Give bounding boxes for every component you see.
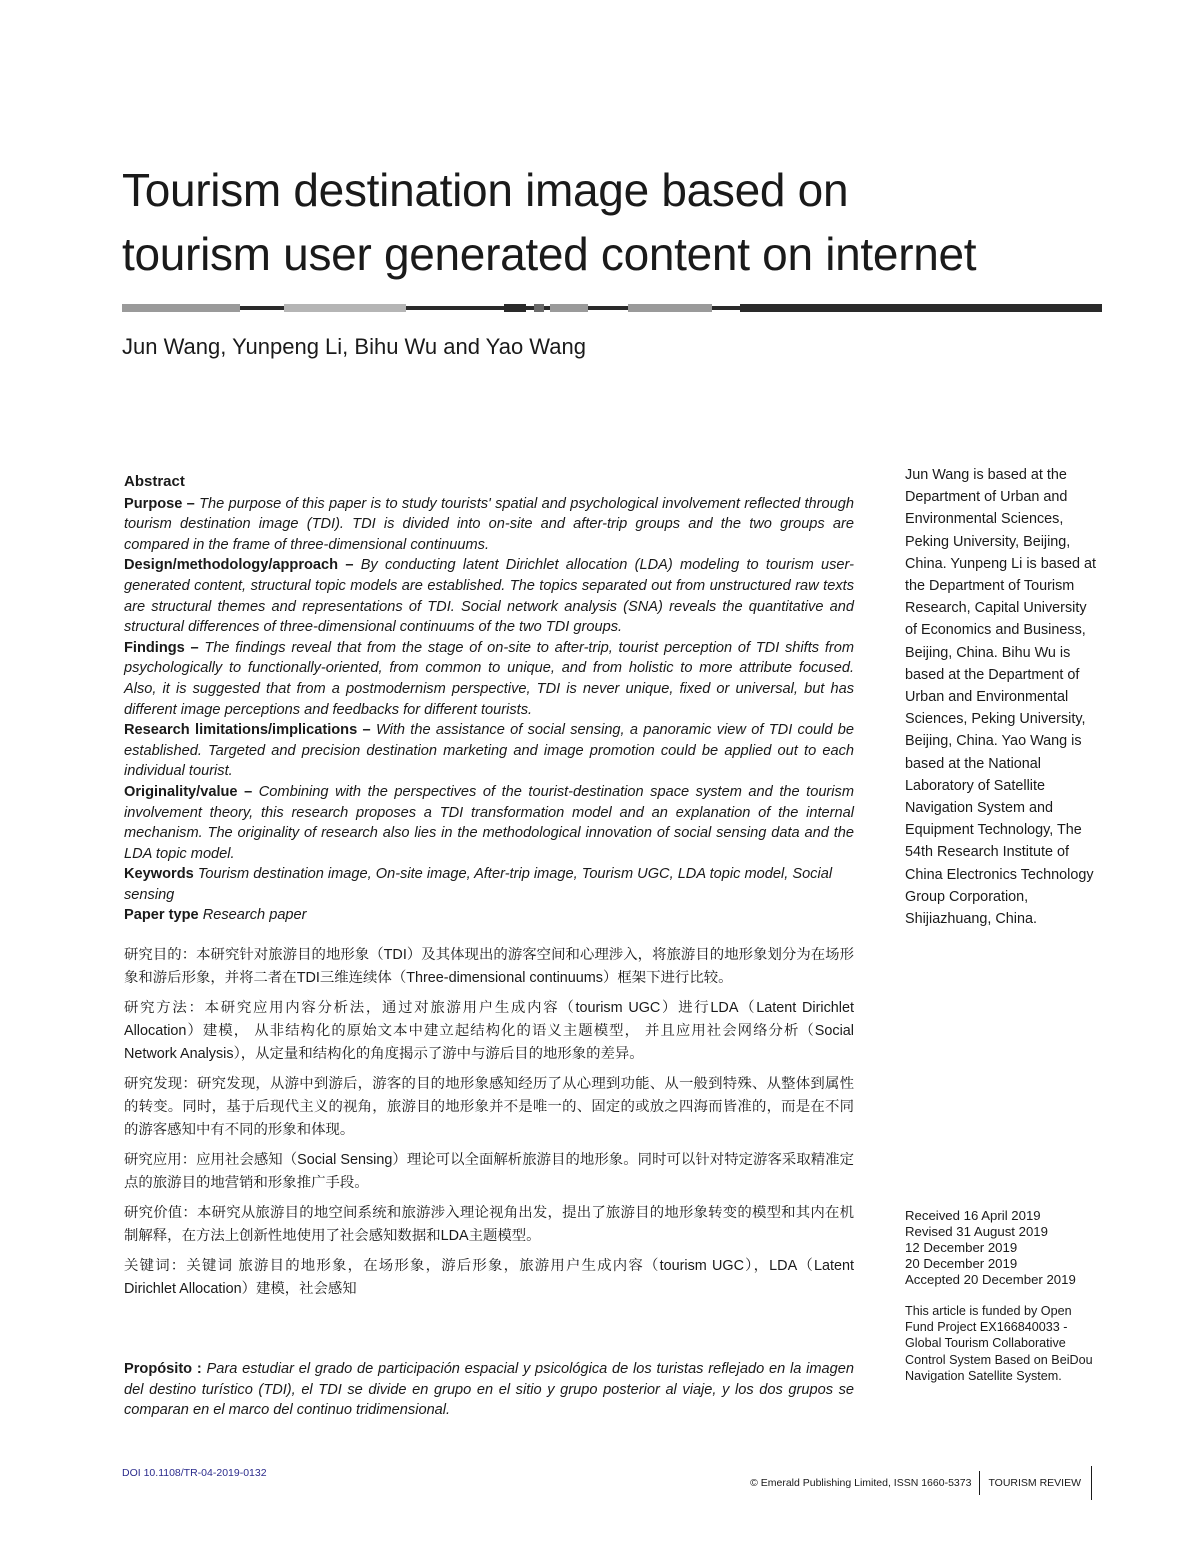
chinese-keywords: 关键词：关键词 旅游目的地形象，在场形象，游后形象，旅游用户生成内容（tourism UGC），LDA（Latent Dirichlet Allocation）建模，社会感知 xyxy=(124,1258,854,1298)
findings-label: Findings – xyxy=(124,639,199,656)
abstract-paper-type xyxy=(124,905,854,926)
paper-type-label: Paper type xyxy=(124,907,199,924)
funding-note: This article is funded by Open Fund Project EX166840033 - Global Tourism Collaborative Control System Based on BeiDou Navigation Satellite System. xyxy=(905,1304,1093,1383)
author-list: Jun Wang, Yunpeng Li, Bihu Wu and Yao Wang xyxy=(122,334,586,359)
journal-name: TOURISM REVIEW xyxy=(988,1477,1081,1489)
revised-date-1: Revised 31 August 2019 xyxy=(905,1224,1048,1239)
accepted-date: Accepted 20 December 2019 xyxy=(905,1272,1076,1287)
abstract-limitations xyxy=(124,720,854,782)
abstract-purpose xyxy=(124,494,854,556)
footer-end-divider xyxy=(1091,1466,1092,1500)
publisher-info: © Emerald Publishing Limited, ISSN 1660-5373 xyxy=(750,1477,972,1489)
spanish-purpose-text: Para estudiar el grado de participación espacial y psicológica de los turistas reflejado en la imagen del destino turístico (TDI), el TDI se divide en grupo en el sitio y grupo posterior al viaje, y los dos grupos se comparan en el marco del continuo tridimensional. xyxy=(124,1361,854,1419)
abstract-originality xyxy=(124,782,854,864)
article-title xyxy=(122,158,1122,286)
spanish-purpose xyxy=(124,1359,854,1421)
revised-date-3: 20 December 2019 xyxy=(905,1256,1018,1271)
abstract-findings xyxy=(124,638,854,720)
abstract-keywords xyxy=(124,864,854,905)
design-label: Design/methodology/approach – xyxy=(124,557,354,574)
chinese-purpose: 研究目的：本研究针对旅游目的地形象（TDI）及其体现出的游客空间和心理涉入，将旅游目的地形象划分为在场形象和游后形象，并将二者在TDI三维连续体（Three-dimensional continuums）框架下进行比较。 xyxy=(124,947,854,987)
chinese-value: 研究价值：本研究从旅游目的地空间系统和旅游涉入理论视角出发，提出了旅游目的地形象转变的模型和其内在机制解释，在方法上创新性地使用了社会感知数据和LDA主题模型。 xyxy=(124,1205,854,1245)
abstract-design xyxy=(124,555,854,637)
chinese-application: 研究应用：应用社会感知（Social Sensing）理论可以全面解析旅游目的地形象。同时可以针对特定游客采取精准定点的旅游目的地营销和形象推广手段。 xyxy=(124,1152,854,1192)
spanish-purpose-label: Propósito : xyxy=(124,1361,202,1378)
keywords-label: Keywords xyxy=(124,866,194,883)
originality-label: Originality/value – xyxy=(124,783,253,800)
abstract-heading: Abstract xyxy=(124,473,185,490)
article-history xyxy=(905,1208,1100,1288)
doi-line xyxy=(122,1466,267,1480)
author-affiliations: Jun Wang is based at the Department of Urban and Environmental Sciences, Peking University, Beijing, China. Yunpeng Li is based at the Department of Tourism Research, Capital University of Economics and Business, Beijing, China. Bihu Wu is based at the Department of Urban and Environmental Sciences, Peking University, Beijing, China. Yao Wang is based at the National Laboratory of Satellite Navigation System and Equipment Technology, The 54th Research Institute of China Electronics Technology Group Corporation, Shijiazhuang, China. xyxy=(905,467,1096,928)
title-line-1: Tourism destination image based on xyxy=(122,164,849,216)
title-line-2: tourism user generated content on internet xyxy=(122,228,977,280)
purpose-label: Purpose – xyxy=(124,495,195,512)
limitations-label: Research limitations/implications – xyxy=(124,722,371,739)
doi-label: DOI xyxy=(122,1467,141,1479)
received-date: Received 16 April 2019 xyxy=(905,1208,1041,1223)
originality-text: Combining with the perspectives of the tourist-destination space system and the tourism involvement theory, this research proposes a TDI transformation model and an explanation of the internal mechanism. The originality of research also lies in the methodological innovation of social sensing data and the LDA topic model. xyxy=(124,783,854,862)
chinese-method: 研究方法：本研究应用内容分析法，通过对旅游用户生成内容（tourism UGC）进行LDA（Latent Dirichlet Allocation）建模， 从非结构化的原始文本中建立起结构化的语义主题模型， 并且应用社会网络分析（Social Network Analysis），从定量和结构化的角度揭示了游中与游后目的地形象的差异。 xyxy=(124,1000,854,1063)
publisher-footer xyxy=(750,1466,1092,1500)
revised-date-2: 12 December 2019 xyxy=(905,1240,1018,1255)
design-text: By conducting latent Dirichlet allocation (LDA) modeling to tourism user-generated content, structural topic models are established. The topics separated out from unstructured raw texts are structural themes and representations of TDI. Social network analysis (SNA) reveals the quantitative and structural differences of three-dimensional continuums of the two TDI groups. xyxy=(124,557,855,636)
abstract-column xyxy=(124,472,854,1421)
keywords-text: Tourism destination image, On-site image, After-trip image, Tourism UGC, LDA topic model, Social sensing xyxy=(124,866,833,903)
findings-text: The findings reveal that from the stage of on-site to after-trip, tourist perception of TDI shifts from psychologically to functionally-oriented, from common to unique, and from holistic to more attribute focused. Also, it is suggested that from a postmodernism perspective, TDI is never unique, fixed or universal, but has different image perceptions and feedbacks for different tourists. xyxy=(124,639,855,718)
limitations-text: With the assistance of social sensing, a panoramic view of TDI could be established. Targeted and precision destination marketing and image promotion could be applied out to each individual tourist. xyxy=(124,722,854,780)
purpose-text: The purpose of this paper is to study tourists' spatial and psychological involvement reflected through tourism destination image (TDI). TDI is divided into on-site and after-trip groups and the two groups are compared in the frame of three-dimensional continuums. xyxy=(124,495,854,553)
decorative-title-rule xyxy=(122,302,1102,314)
footer-divider xyxy=(979,1471,980,1495)
doi-link[interactable]: 10.1108/TR-04-2019-0132 xyxy=(143,1467,267,1479)
paper-type-text: Research paper xyxy=(202,907,307,924)
chinese-findings: 研究发现：研究发现，从游中到游后，游客的目的地形象感知经历了从心理到功能、从一般到特殊、从整体到属性的转变。同时，基于后现代主义的视角，旅游目的地形象并不是唯一的、固定的或放之四海而皆准的，而是在不同的游客感知中有不同的形象和体现。 xyxy=(124,1076,854,1139)
